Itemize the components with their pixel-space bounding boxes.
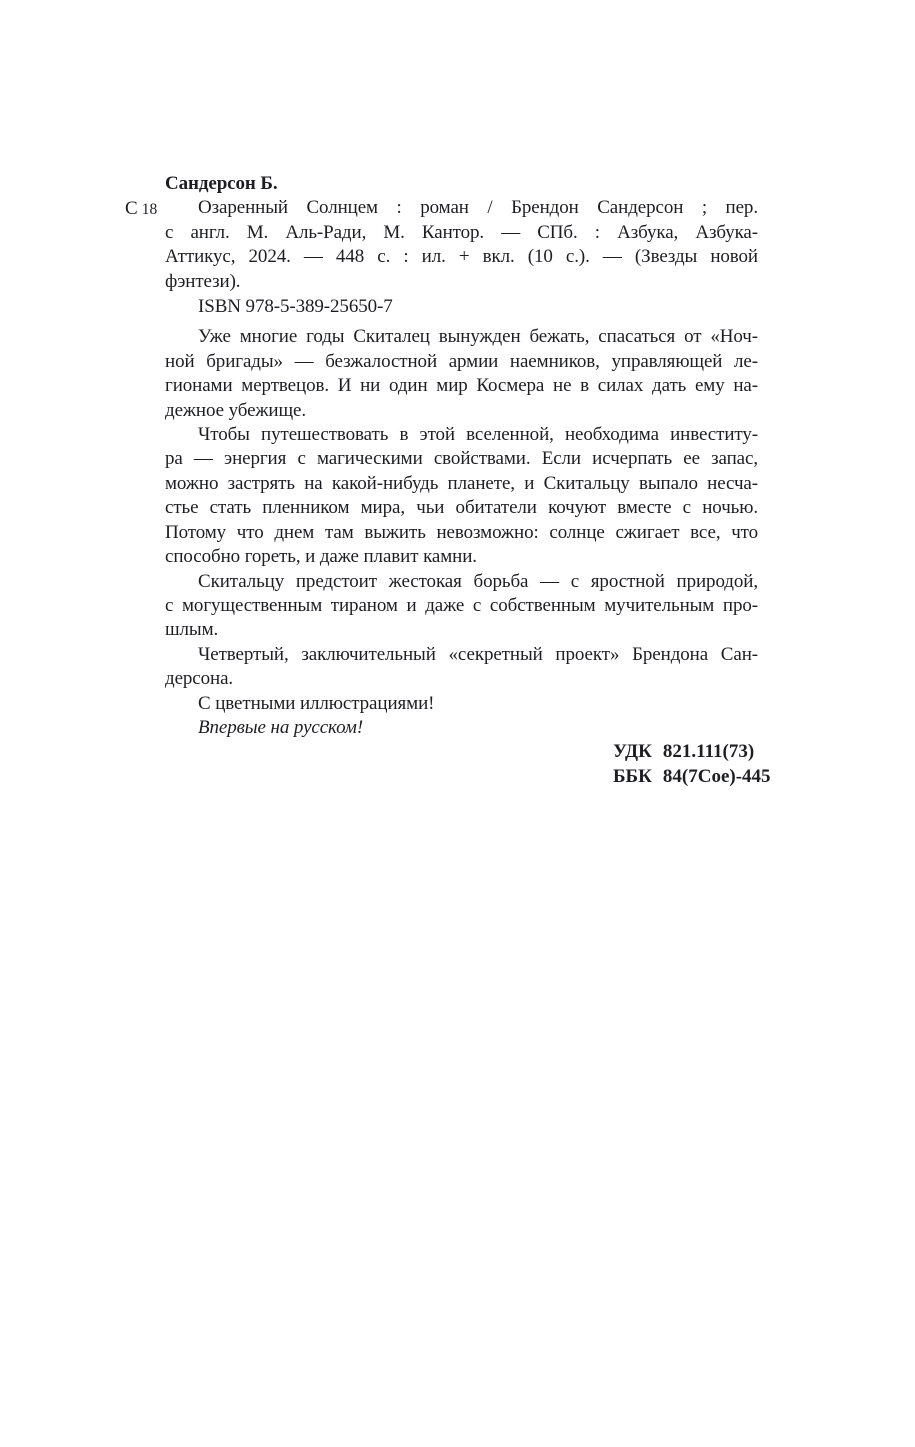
annotation-line: стье стать пленником мира, чьи обитатели кочуют вместе с ночью. xyxy=(165,497,758,519)
udk-value: 821.111(73) xyxy=(662,741,755,763)
classification-codes xyxy=(613,740,771,789)
annotation-line: Потому что днем там выжить невозможно: солнце сжигает все, что xyxy=(165,521,758,543)
author-sign-letter: С xyxy=(125,198,138,219)
annotation-line: можно застрять на какой-нибудь планете, и Скитальцу выпало несча- xyxy=(165,472,758,494)
annotation-line: шлым. xyxy=(165,619,219,641)
bbk-value: 84(7Сое)-445 xyxy=(662,765,771,787)
annotation-line: Уже многие годы Скиталец вынужден бежать, спасаться от «Ноч- xyxy=(198,326,758,348)
bib-description-line: Озаренный Солнцем : роман / Брендон Сандерсон ; пер. xyxy=(198,197,758,219)
annotation-line: дежное убежище. xyxy=(165,399,307,421)
annotation-line: способно гореть, и даже плавит камни. xyxy=(165,546,477,568)
annotation-paragraph-3 xyxy=(165,570,758,643)
bib-description-line: Аттикус, 2024. — 448 с. : ил. + вкл. (10 с.). — (Звезды новой xyxy=(165,246,758,268)
bib-description-line: с англ. М. Аль-Ради, М. Кантор. — СПб. : Азбука, Азбука- xyxy=(165,221,758,243)
bbk-label: ББК xyxy=(613,765,652,787)
udk-code xyxy=(613,740,758,764)
bbk-code xyxy=(613,765,771,789)
annotation-line: с могущественным тираном и даже с собственным мучительным про- xyxy=(165,594,758,616)
bib-description-line: фэнтези). xyxy=(165,270,241,292)
bibliographic-description xyxy=(165,196,758,294)
author-sign xyxy=(125,197,157,222)
annotation-line: Четвертый, заключительный «секретный проект» Брендона Сан- xyxy=(198,643,758,665)
annotation-line: Скитальцу предстоит жестокая борьба — с яростной природой, xyxy=(198,570,758,592)
annotation-line: Чтобы путешествовать в этой вселенной, необходима инвеститу- xyxy=(198,424,758,446)
annotation-paragraph-2 xyxy=(165,423,758,569)
annotation-line: ра — энергия с магическими свойствами. Если исчерпать ее запас, xyxy=(165,448,758,470)
author-heading: Сандерсон Б. xyxy=(165,173,278,194)
udk-label: УДК xyxy=(613,741,652,763)
annotation-paragraph-1 xyxy=(165,325,758,423)
author-sign-number: 18 xyxy=(141,201,158,218)
annotation-line: ной бригады» — безжалостной армии наемников, управляющей ле- xyxy=(165,350,758,372)
annotation-line: гионами мертвецов. И ни один мир Космера не в силах дать ему на- xyxy=(165,375,758,397)
annotation-paragraph-5: С цветными иллюстрациями! xyxy=(198,692,435,714)
annotation-paragraph-4 xyxy=(165,643,758,692)
isbn-line: ISBN 978-5-389-25650-7 xyxy=(198,296,393,318)
annotation-line: дерсона. xyxy=(165,668,234,690)
annotation-paragraph-6: Впервые на русском! xyxy=(198,716,364,738)
imprint-text-block xyxy=(125,172,771,789)
